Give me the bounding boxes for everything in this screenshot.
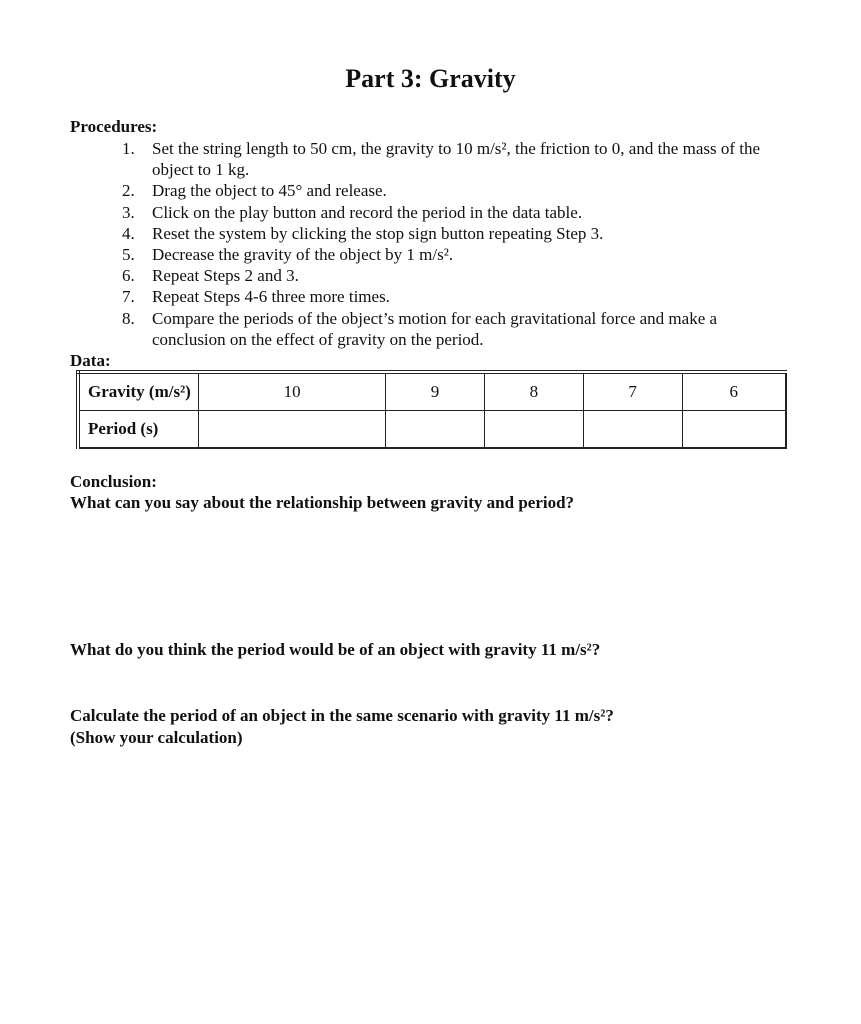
gravity-value-cell: 9	[386, 372, 485, 411]
conclusion-question-predict: What do you think the period would be of an object with gravity 11 m/s²?	[70, 640, 601, 659]
data-heading: Data:	[70, 351, 111, 370]
step-number: 1.	[122, 139, 135, 158]
period-value-cell[interactable]	[386, 411, 485, 449]
gravity-value-cell: 8	[484, 372, 583, 411]
step-text: Repeat Steps 4-6 three more times.	[152, 287, 390, 307]
procedure-step	[122, 202, 782, 223]
procedures-list	[122, 138, 782, 350]
step-text: Compare the periods of the object’s motion for each gravitational force and make a conclusion on the effect of gravity on the period.	[152, 308, 718, 349]
step-number: 3.	[122, 202, 135, 222]
procedure-step	[122, 138, 782, 180]
period-row-label: Period (s)	[78, 411, 199, 449]
gravity-row-label: Gravity (m/s²)	[78, 372, 199, 411]
period-row	[78, 411, 786, 449]
period-value-cell[interactable]	[199, 411, 386, 449]
conclusion-heading: Conclusion:	[70, 472, 157, 491]
conclusion-question-relationship: What can you say about the relationship between gravity and period?	[70, 493, 575, 512]
page-title: Part 3: Gravity	[345, 64, 516, 93]
step-text: Click on the play button and record the period in the data table.	[152, 202, 583, 222]
period-value-cell[interactable]	[484, 411, 583, 449]
period-value-cell[interactable]	[583, 411, 682, 449]
step-text: Reset the system by clicking the stop sign button repeating Step 3.	[152, 223, 604, 243]
step-number: 7.	[122, 287, 135, 307]
period-value-cell[interactable]	[682, 411, 786, 449]
gravity-value-cell: 7	[583, 372, 682, 411]
procedure-step	[122, 286, 782, 307]
procedure-step	[122, 265, 782, 286]
step-text: Drag the object to 45° and release.	[152, 181, 387, 201]
gravity-value-cell: 10	[199, 372, 386, 411]
procedure-step	[122, 244, 782, 265]
step-text: Decrease the gravity of the object by 1 m/s².	[152, 245, 454, 265]
step-number: 8.	[122, 308, 135, 328]
calculation-note: (Show your calculation)	[70, 728, 243, 747]
gravity-row	[78, 372, 786, 411]
step-number: 6.	[122, 266, 135, 286]
conclusion-question-calculate: Calculate the period of an object in the same scenario with gravity 11 m/s²?	[70, 706, 614, 725]
procedure-step	[122, 180, 782, 201]
gravity-value-cell: 6	[682, 372, 786, 411]
step-number: 5.	[122, 245, 135, 265]
step-text: Set the string length to 50 cm, the gravity to 10 m/s², the friction to 0, and the mass of the object to 1 kg.	[152, 139, 761, 180]
step-number: 4.	[122, 223, 135, 243]
step-text: Repeat Steps 2 and 3.	[152, 266, 299, 286]
step-number: 2.	[122, 181, 135, 201]
procedure-step	[122, 223, 782, 244]
data-table	[76, 370, 787, 449]
procedure-step	[122, 308, 782, 350]
procedures-heading: Procedures:	[70, 117, 158, 136]
